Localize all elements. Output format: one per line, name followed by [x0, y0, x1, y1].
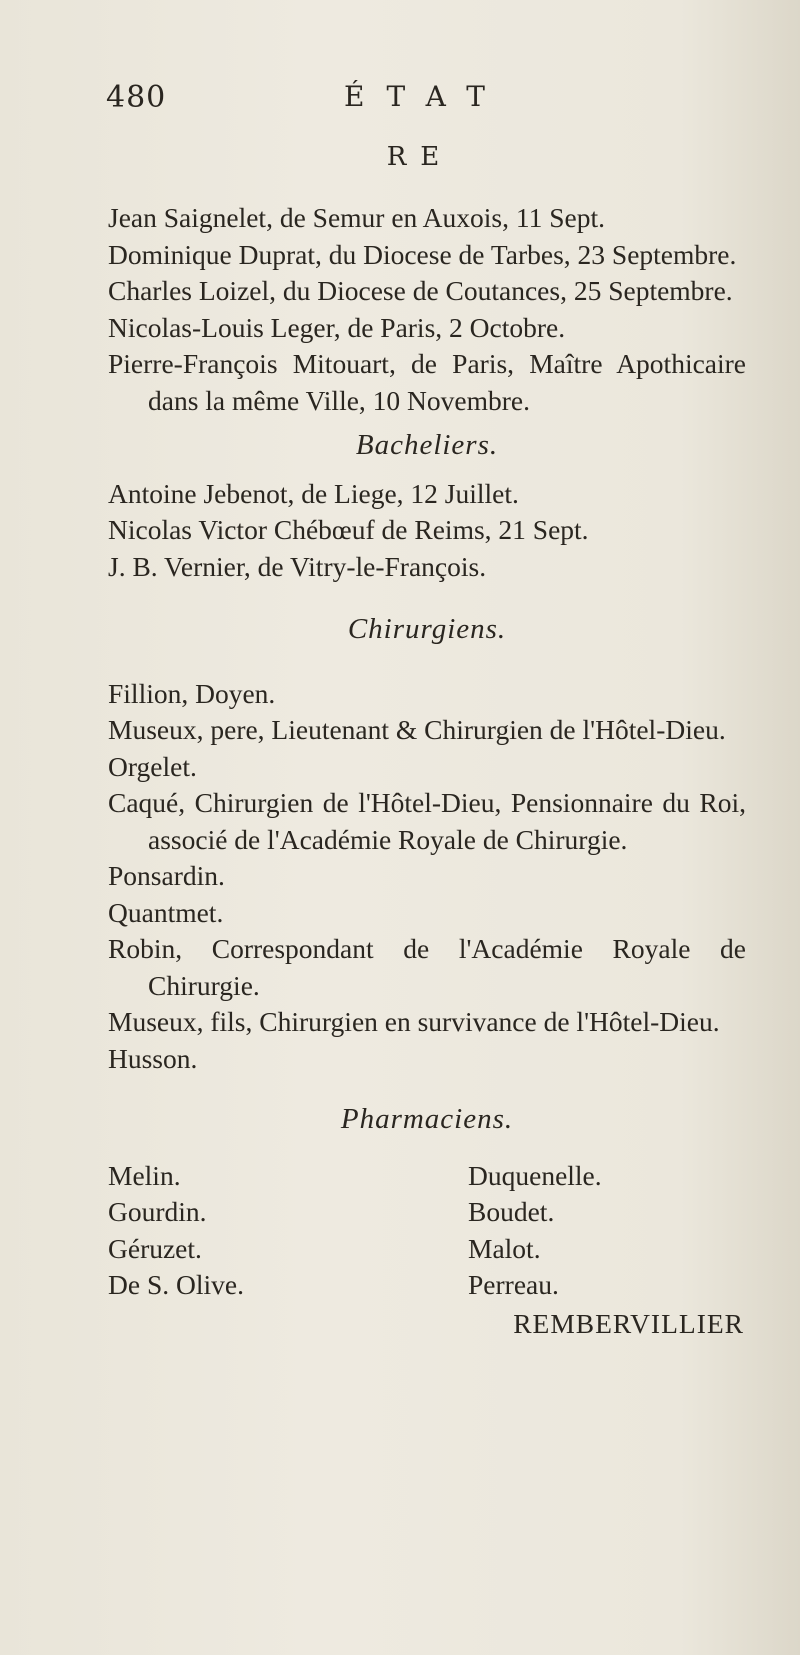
doctor-list [108, 200, 746, 419]
list-item: Nicolas Victor Chébœuf de Reims, 21 Sept. [108, 514, 589, 545]
page-number: 480 [106, 80, 167, 115]
list-item: Robin, Correspondant de l'Académie Royale de Chirurgie. [108, 933, 746, 1001]
chirurgiens-list [108, 676, 746, 1078]
running-title: ÉTAT [344, 80, 507, 113]
list-item: Duquenelle. [468, 1159, 602, 1191]
section-heading-chirurgiens: Chirurgiens. [347, 613, 507, 645]
list-item: Melin. [108, 1159, 181, 1191]
list-item: Charles Loizel, du Diocese de Coutances, 25 Septembre. [108, 275, 733, 306]
list-item: Boudet. [468, 1196, 555, 1227]
section-continuation: RE [386, 142, 454, 172]
list-item: Husson. [108, 1042, 198, 1074]
pharmaciens-list [108, 1158, 746, 1304]
list-item: Dominique Duprat, du Diocese de Tarbes, 23 Septembre. [108, 238, 737, 270]
list-item: Museux, fils, Chirurgien en survivance de l'Hôtel-Dieu. [108, 1006, 720, 1037]
page-body [108, 200, 746, 1342]
page-header [106, 80, 746, 120]
list-item: Perreau. [468, 1269, 559, 1300]
bacheliers-list [108, 476, 746, 586]
list-item: Antoine Jebenot, de Liege, 12 Juillet. [108, 477, 519, 509]
list-item: Ponsardin. [108, 860, 225, 891]
list-item: Quantmet. [108, 896, 224, 928]
list-item: Pierre-François Mitouart, de Paris, Maître Apothicaire dans la même Ville, 10 Novembre. [108, 348, 746, 416]
list-item: Caqué, Chirurgien de l'Hôtel-Dieu, Pensionnaire du Roi, associé de l'Académie Royale de Chirurgie. [108, 787, 746, 855]
list-item: Géruzet. [108, 1232, 202, 1264]
list-item: Gourdin. [108, 1196, 207, 1227]
list-item: De S. Olive. [108, 1269, 244, 1300]
section-heading-bacheliers: Bacheliers. [355, 429, 499, 461]
list-item: Malot. [468, 1232, 541, 1264]
list-item: Nicolas-Louis Leger, de Paris, 2 Octobre. [108, 311, 566, 343]
list-item: Jean Saignelet, de Semur en Auxois, 11 Sept. [108, 202, 605, 233]
list-item: Fillion, Doyen. [108, 677, 276, 709]
list-item: Orgelet. [108, 750, 197, 782]
section-heading-pharmaciens: Pharmaciens. [340, 1103, 514, 1135]
list-item: Museux, pere, Lieutenant & Chirurgien de l'Hôtel-Dieu. [108, 714, 726, 745]
catchword: REMBERVILLIER [513, 1307, 744, 1339]
list-item: J. B. Vernier, de Vitry-le-François. [108, 550, 487, 582]
